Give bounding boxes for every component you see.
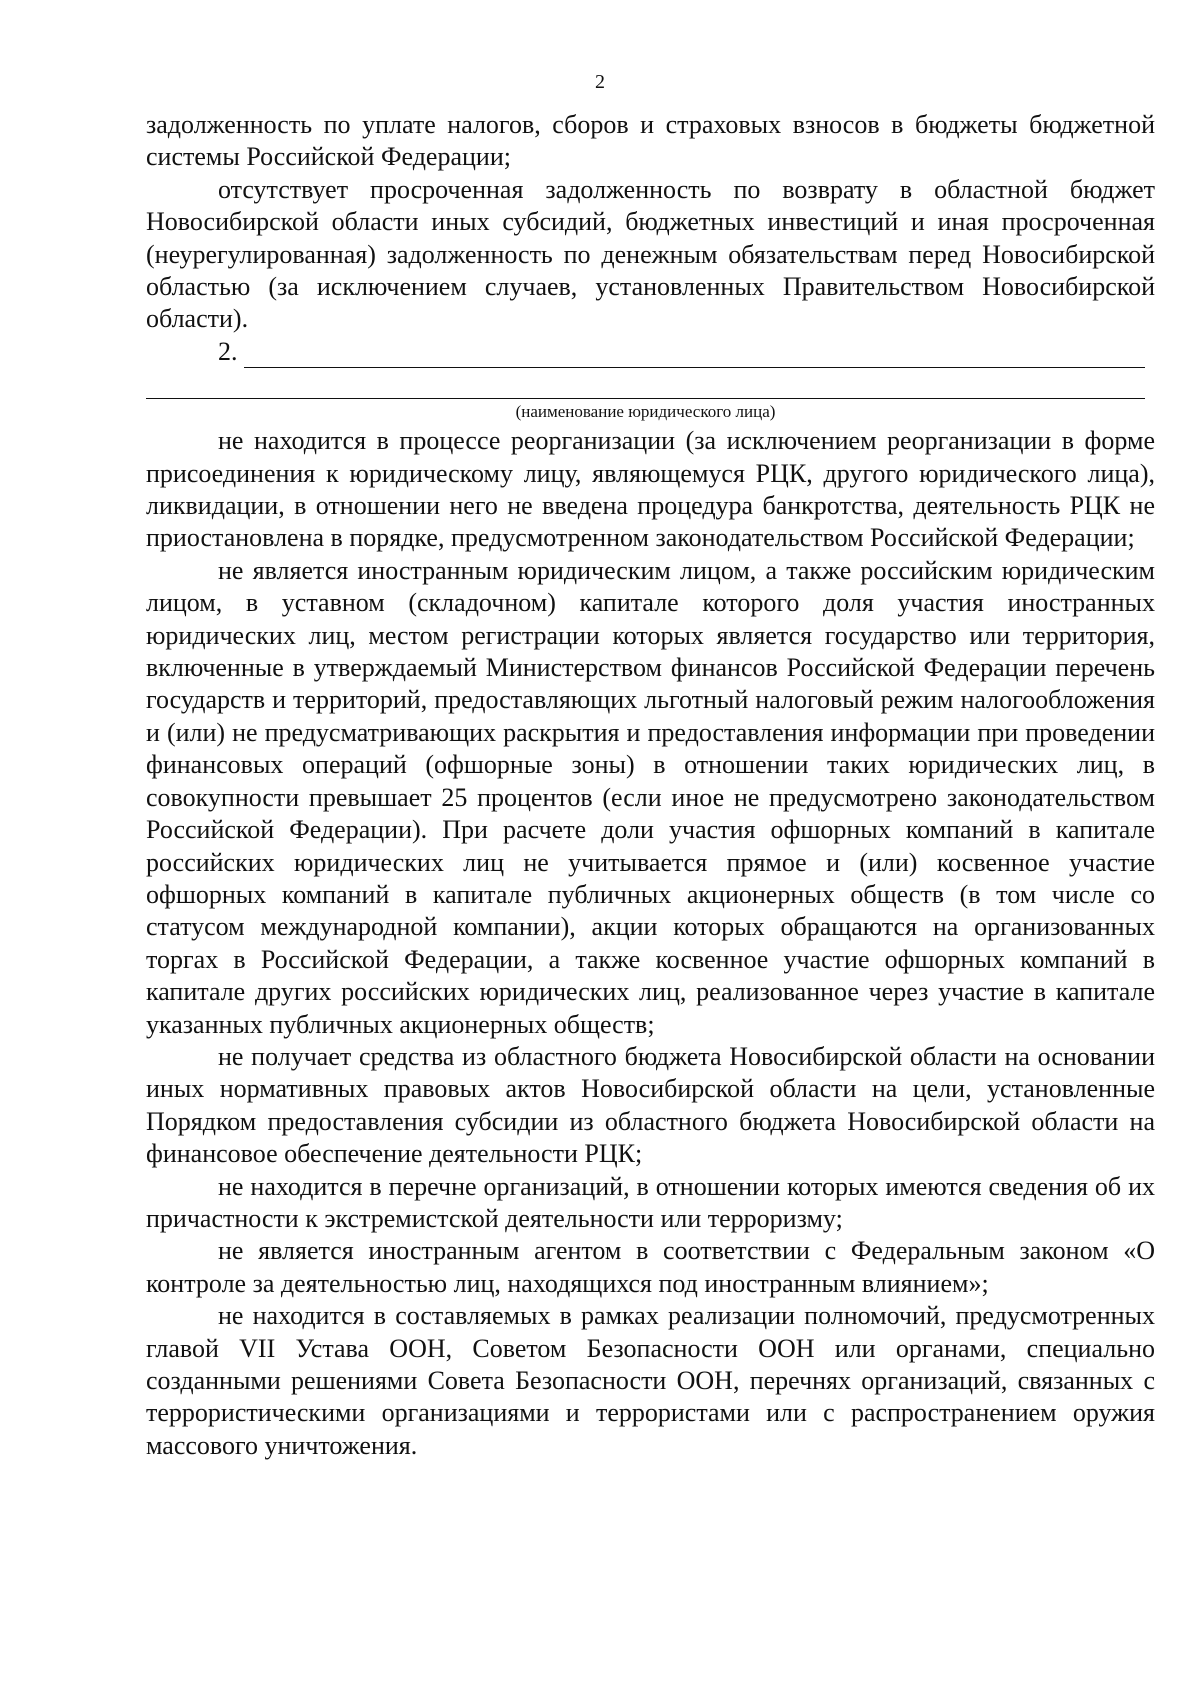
paragraph-no-overdue-debt: отсутствует просроченная задолженность по возврату в областной бюджет Новосибирской области иных субсидий, бюджетных инвестиций и иная просроченная (неурегулированная) задолженность по денежным обязательствам перед Новосибирской областью (за исключением случаев, установленных Правительством Новосибирской области). (146, 174, 1155, 334)
paragraph-not-reorganizing: не находится в процессе реорганизации (за исключением реорганизации в форме присоединения к юридическому лицу, являющемуся РЦК, другого юридического лица), ликвидации, в отношении него не введена процедура банкротства, деятельность РЦК не приостановлена в порядке, предусмотренном законодательством Российской Федерации; (146, 426, 1155, 553)
fill-in-line (244, 343, 1146, 368)
paragraph-not-extremist: не находится в перечне организаций, в отношении которых имеются сведения об их причастности к экстремистской деятельности или терроризму; (146, 1171, 1155, 1233)
paragraph-not-foreign-entity: не является иностранным юридическим лицом, а также российским юридическим лицом, в уставном (складочном) капитале которого доля участия иностранных юридических лиц, местом регистрации которых является государство или территория, включенные в утверждаемый Министерством финансов Российской Федерации перечень государств и территорий, предоставляющих льготный налоговый режим налогообложения и (или) не предусматривающих раскрытия и предоставления информации при проведении финансовых операций (офшорные зоны) в отношении таких юридических лиц, в совокупности превышает 25 процентов (если иное не предусмотрено законодательством Российской Федерации). При расчете доли участия офшорных компаний в капитале российских юридических лиц не учитывается прямое и (или) косвенное участие офшорных компаний в капитале публичных акционерных обществ (в том числе со статусом международной компании), акции которых обращаются на организованных торгах в Российской Федерации, а также косвенное участие офшорных компаний в капитале других российских юридических лиц, реализованное через участие в капитале указанных публичных акционерных обществ; (146, 555, 1155, 1039)
field-caption: (наименование юридического лица) (515, 402, 776, 422)
paragraph-not-un-listed: не находится в составляемых в рамках реализации полномочий, предусмотренных главой VII Устава ООН, Советом Безопасности ООН или органами, специально созданными решениями Совета Безопасности ООН, перечнях организаций, связанных с террористическими организациями и террористами или с распространением оружия массового уничтожения. (146, 1301, 1155, 1460)
paragraph-no-other-funds: не получает средства из областного бюджета Новосибирской области на основании иных нормативных правовых актов Новосибирской области на цели, установленные Порядком предоставления субсидии из областного бюджета Новосибирской области на финансовое обеспечение деятельности РЦК; (146, 1041, 1155, 1169)
document-body (146, 109, 1155, 1462)
paragraph-not-foreign-agent: не является иностранным агентом в соответствии с Федеральным законом «О контроле за деятельностью лиц, находящихся под иностранным влиянием»; (146, 1236, 1155, 1298)
item-number: 2. (218, 336, 238, 366)
page-number: 2 (595, 71, 605, 93)
paragraph-continuation: задолженность по уплате налогов, сборов и страховых взносов в бюджеты бюджетной системы Российской Федерации; (146, 110, 1155, 172)
numbered-blank-field (146, 336, 1155, 368)
